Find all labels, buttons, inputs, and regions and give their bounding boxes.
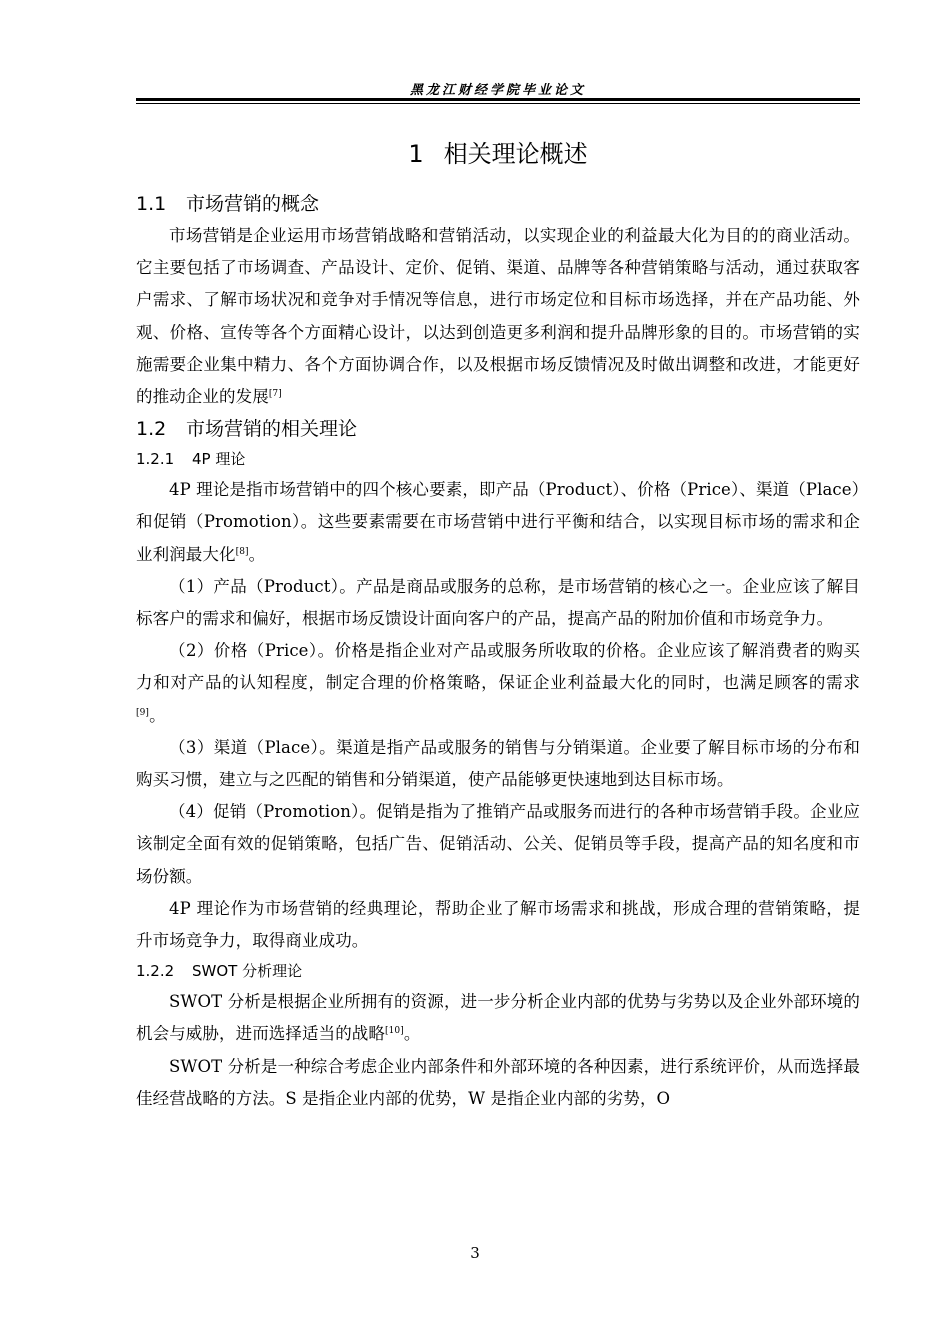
chapter-title-text: 相关理论概述: [443, 140, 588, 168]
subsection-number: 1.2.1: [136, 450, 175, 469]
subsection-number: 1.2.2: [136, 962, 175, 981]
paragraph-promotion: [136, 796, 860, 893]
paragraph-text: （4）促销（Promotion）。促销是指为了推销产品或服务而进行的各种市场营销手段。企业应该制定全面有效的促销策略，包括广告、促销活动、公关、促销员等手段，提高产品的知名度和市场份额。: [136, 802, 860, 886]
section-title: 市场营销的相关理论: [186, 418, 358, 441]
header-rule-thick: [136, 98, 860, 101]
section-number: 1.1: [136, 193, 167, 215]
section-title: 市场营销的概念: [186, 193, 320, 215]
paragraph-product: [136, 571, 860, 635]
citation-ref: [10]: [385, 1026, 404, 1037]
paragraph-marketing-concept: [136, 220, 860, 413]
paragraph-text: （2）价格（Price）。价格是指企业对产品或服务所收取的价格。企业应该了解消费者的购买力和对产品的认知程度，制定合理的价格策略，保证企业利益最大化的同时，也满足顾客的需求: [136, 641, 860, 693]
section-number: 1.2: [136, 418, 167, 441]
citation-ref: [8]: [235, 546, 249, 557]
subsection-heading-1-2-1: [136, 445, 860, 474]
paragraph-text: 4P 理论是指市场营销中的四个核心要素，即产品（Product）、价格（Price）、渠道（Place）和促销（Promotion）。这些要素需要在市场营销中进行平衡和结合，以实现目标市场的需求和企业利润最大化: [136, 480, 860, 564]
paragraph-tail: 。: [403, 1024, 421, 1044]
body-content: [136, 188, 860, 1115]
page-number: 3: [470, 1244, 480, 1262]
paragraph-text: （1）产品（Product）。产品是商品或服务的总称，是市场营销的核心之一。企业应该了解目标客户的需求和偏好，根据市场反馈设计面向客户的产品，提高产品的附加价值和市场竞争力。: [136, 576, 860, 629]
paragraph-text: 市场营销是企业运用市场营销战略和营销活动，以实现企业的利益最大化为目的的商业活动。它主要包括了市场调查、产品设计、定价、促销、渠道、品牌等各种营销策略与活动，通过获取客户需求、了解市场状况和竞争对手情况等信息，进行市场定位和目标市场选择，并在产品功能、外观、价格、宣传等各个方面精心设计，以达到创造更多利润和提升品牌形象的目的。市场营销的实施需要企业集中精力、各个方面协调合作，以及根据市场反馈情况及时做出调整和改进，才能更好的推动企业的发展: [136, 226, 860, 407]
paragraph-4p-summary: [136, 893, 860, 957]
section-heading-1-1: [136, 188, 860, 220]
paragraph-place: [136, 732, 860, 796]
citation-ref: [9]: [136, 707, 150, 718]
paragraph-price: [136, 635, 860, 732]
citation-ref: [7]: [268, 389, 282, 400]
header-rule-thin: [136, 103, 860, 104]
running-header-title: 黑龙江财经学院毕业论文: [409, 83, 586, 98]
section-heading-1-2: [136, 413, 860, 445]
paragraph-swot-intro: [136, 986, 860, 1050]
chapter-number: 1: [408, 140, 424, 168]
paragraph-text: （3）渠道（Place）。渠道是指产品或服务的销售与分销渠道。企业要了解目标市场的分布和购买习惯，建立与之匹配的销售和分销渠道，使产品能够更快速地到达目标市场。: [136, 737, 860, 790]
subsection-title: SWOT 分析理论: [192, 962, 303, 981]
subsection-title: 4P 理论: [192, 450, 246, 469]
paragraph-text: SWOT 分析是一种综合考虑企业内部条件和外部环境的各种因素，进行系统评价，从而选择最佳经营战略的方法。S 是指企业内部的优势，W 是指企业内部的劣势，O: [136, 1056, 860, 1108]
paragraph-tail: 。: [248, 544, 266, 564]
paragraph-swot-method: [136, 1051, 860, 1115]
paragraph-4p-intro: [136, 474, 860, 571]
paragraph-tail: 。: [149, 705, 166, 725]
subsection-heading-1-2-2: [136, 957, 860, 986]
paragraph-text: 4P 理论作为市场营销的经典理论，帮助企业了解市场需求和挑战，形成合理的营销策略，提升市场竞争力，取得商业成功。: [136, 898, 860, 951]
paragraph-text: SWOT 分析是根据企业所拥有的资源，进一步分析企业内部的优势与劣势以及企业外部环境的机会与威胁，进而选择适当的战略: [136, 992, 860, 1044]
chapter-title: [136, 134, 860, 169]
